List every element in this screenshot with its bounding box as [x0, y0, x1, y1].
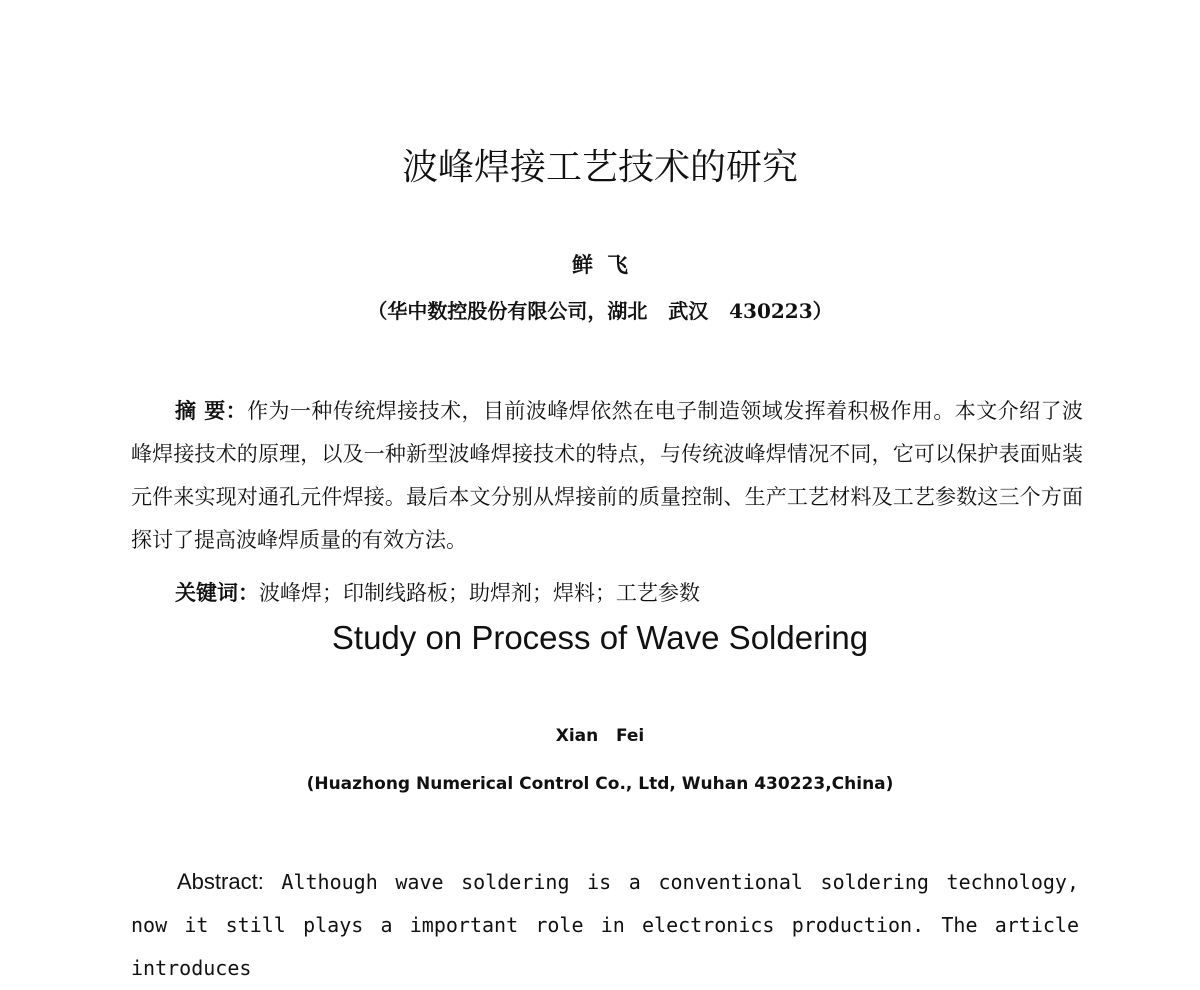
english-affiliation: (Huazhong Numerical Control Co., Ltd, Wuhan 430223,China): [306, 774, 894, 794]
chinese-author: 鲜飞: [572, 252, 642, 277]
english-abstract-text: Although wave soldering is a conventional soldering technology, now it still plays a important role in electronics production. The article introduces: [131, 870, 1079, 980]
english-title: Study on Process of Wave Soldering: [331, 619, 869, 656]
chinese-affiliation: （华中数控股份有限公司，湖北 武汉 430223）: [367, 299, 833, 323]
english-abstract-label: Abstract:: [177, 869, 264, 894]
chinese-keywords: [175, 571, 1075, 615]
chinese-keywords-text: 波峰焊；印制线路板；助焊剂；焊料；工艺参数: [259, 581, 700, 605]
chinese-abstract-label: 摘 要：: [175, 398, 248, 423]
english-abstract: [131, 860, 1079, 990]
chinese-abstract: [131, 389, 1083, 562]
chinese-abstract-text: 作为一种传统焊接技术，目前波峰焊依然在电子制造领域发挥着积极作用。本文介绍了波峰焊接技术的原理，以及一种新型波峰焊接技术的特点，与传统波峰焊情况不同，它可以保护表面贴装元件来实现对通孔元件焊接。最后本文分别从焊接前的质量控制、生产工艺材料及工艺参数这三个方面探讨了提高波峰焊质量的有效方法。: [131, 399, 1083, 552]
chinese-keywords-label: 关键词：: [175, 580, 259, 605]
chinese-title: 波峰焊接工艺技术的研究: [401, 147, 798, 188]
english-author: Xian Fei: [555, 726, 645, 746]
